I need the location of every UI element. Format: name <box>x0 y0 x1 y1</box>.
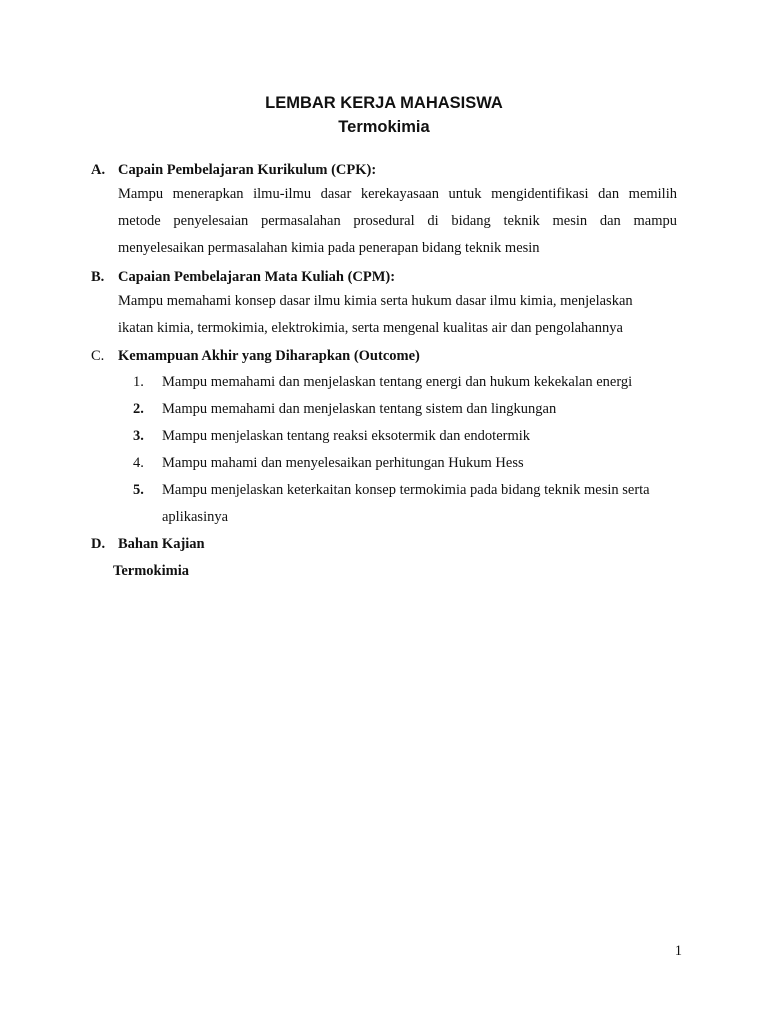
list-item-number: 3. <box>133 428 144 444</box>
list-item-text: Mampu menjelaskan tentang reaksi eksotermik dan endotermik <box>162 428 531 444</box>
section-d-letter: D. <box>91 536 106 552</box>
document-subtitle: Termokimia <box>338 118 430 136</box>
list-item-text: Mampu mahami dan menyelesaikan perhitungan Hukum Hess <box>162 455 524 471</box>
list-item-number: 5. <box>133 482 144 498</box>
section-a-line-1: Mampu menerapkan ilmu-ilmu dasar kerekayasaan untuk mengidentifikasi dan memilih <box>118 186 677 202</box>
document-title: LEMBAR KERJA MAHASISWA <box>265 94 503 112</box>
section-a-heading <box>91 160 376 180</box>
section-a-line-3: menyelesaikan permasalahan kimia pada penerapan bidang teknik mesin <box>118 240 540 256</box>
section-c-heading <box>91 346 420 366</box>
section-a-line-2: metode penyelesaian permasalahan prosedural di bidang teknik mesin dan mampu <box>118 213 677 229</box>
list-item-text: Mampu memahami dan menjelaskan tentang energi dan hukum kekekalan energi <box>162 374 633 390</box>
list-item <box>133 477 678 531</box>
section-b-line-2: ikatan kimia, termokimia, elektrokimia, serta mengenal kualitas air dan pengolahannya <box>118 320 623 336</box>
section-a-letter: A. <box>91 162 106 178</box>
list-item-continuation: aplikasinya <box>162 509 229 525</box>
section-d-content: Termokimia <box>113 563 189 579</box>
list-item <box>133 450 678 477</box>
page-number: 1 <box>674 943 682 959</box>
list-item-number: 1. <box>133 374 144 390</box>
section-b-letter: B. <box>91 269 105 285</box>
section-b-line-1: Mampu memahami konsep dasar ilmu kimia serta hukum dasar ilmu kimia, menjelaskan <box>118 293 633 309</box>
section-d-heading <box>91 534 205 554</box>
list-item <box>133 423 678 450</box>
list-item <box>133 396 678 423</box>
section-a-paragraph <box>118 181 677 262</box>
section-c-title: Kemampuan Akhir yang Diharapkan (Outcome) <box>118 348 420 364</box>
section-b-paragraph <box>118 288 677 342</box>
list-item-number: 4. <box>133 455 144 471</box>
list-item-number: 2. <box>133 401 144 417</box>
outcome-list <box>133 369 678 531</box>
list-item <box>133 369 678 396</box>
section-c-letter: C. <box>91 348 105 364</box>
list-item-text: Mampu menjelaskan keterkaitan konsep termokimia pada bidang teknik mesin serta <box>162 482 650 498</box>
section-a-title: Capain Pembelajaran Kurikulum (CPK): <box>118 162 377 178</box>
list-item-text: Mampu memahami dan menjelaskan tentang sistem dan lingkungan <box>162 401 557 417</box>
section-d-title: Bahan Kajian <box>118 536 205 552</box>
section-b-heading <box>91 267 395 287</box>
section-b-title: Capaian Pembelajaran Mata Kuliah (CPM): <box>118 269 396 285</box>
